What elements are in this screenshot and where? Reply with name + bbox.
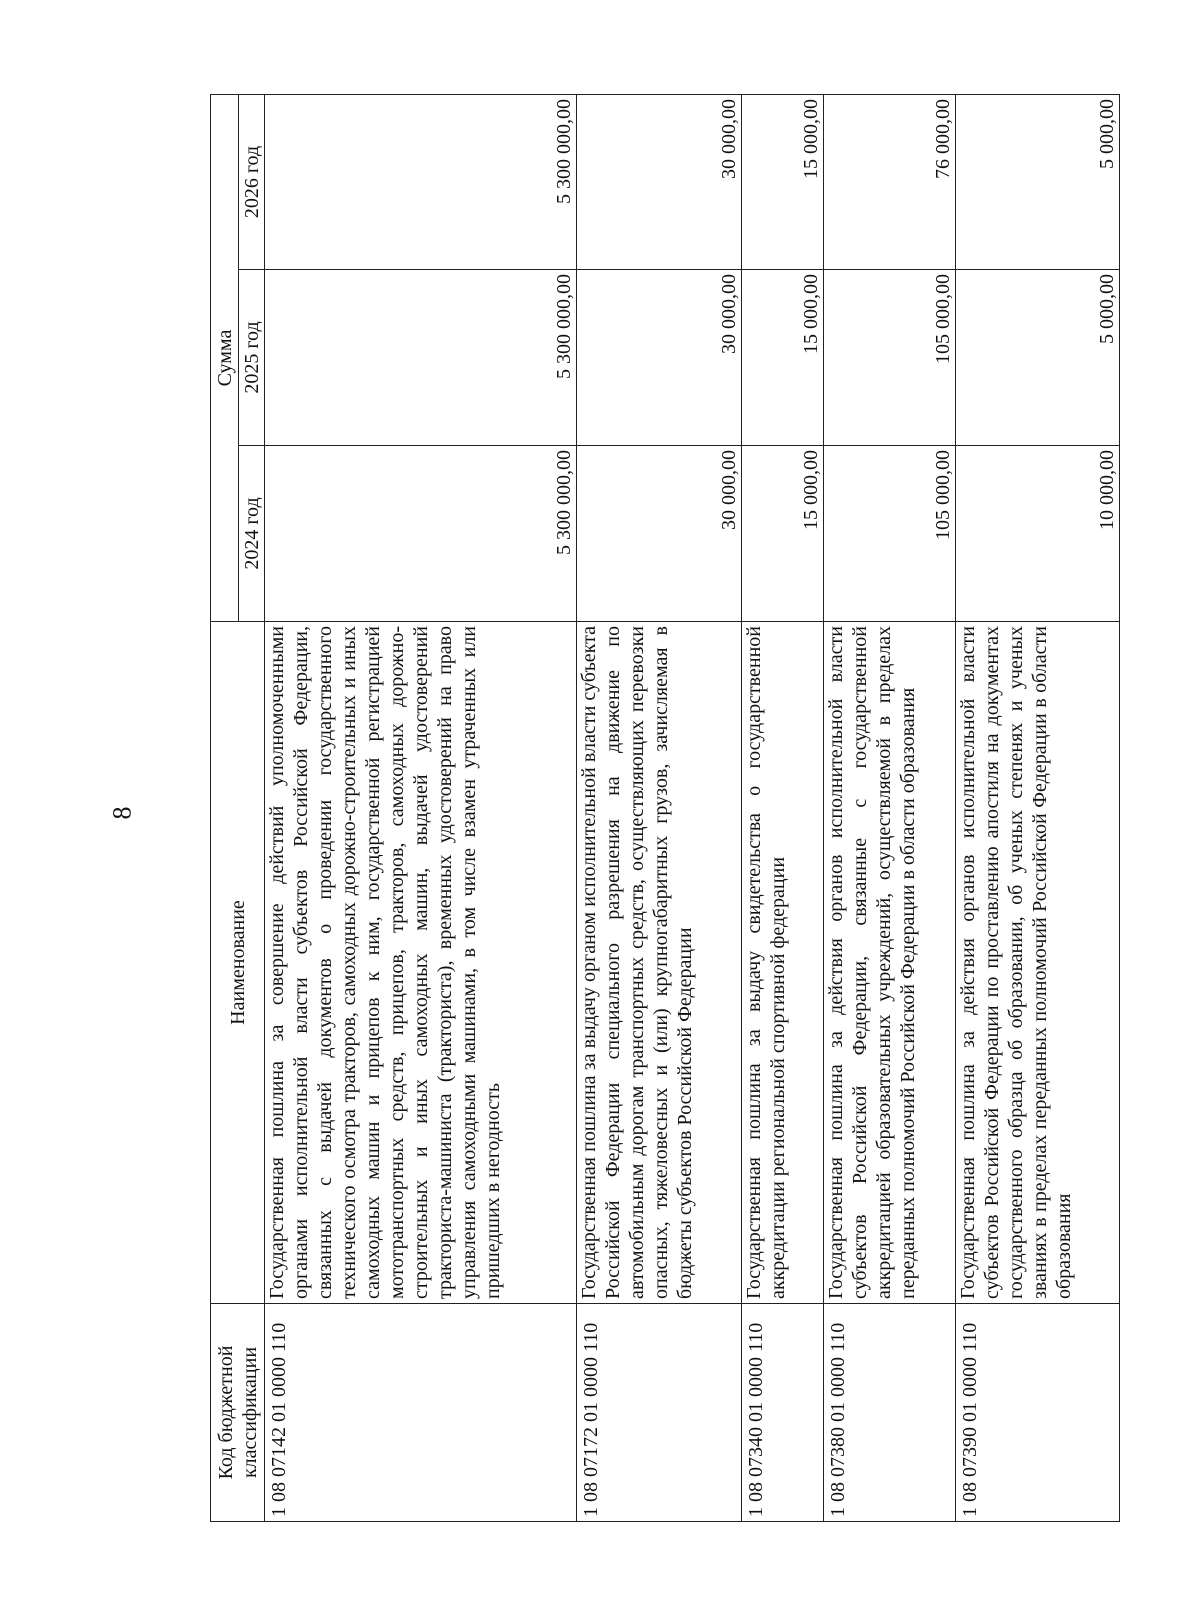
table-row xyxy=(741,94,823,1521)
amount-2026: 5 000,00 xyxy=(955,94,1119,269)
header-year-2024: 2024 год xyxy=(239,446,265,622)
amount-2024: 15 000,00 xyxy=(741,446,823,622)
item-name: Государственная пошлина за действия органов исполнительной власти субъектов Российской Федерации, связанные с государственной аккредитацией образовательных учреждений, осуществляемой в пределах переданных полномочий Российской Федерации в области образования xyxy=(823,622,955,1304)
amount-2026: 76 000,00 xyxy=(823,94,955,269)
budget-code: 1 08 07380 01 0000 110 xyxy=(823,1304,955,1522)
header-year-2026: 2026 год xyxy=(239,94,265,269)
budget-code: 1 08 07142 01 0000 110 xyxy=(265,1304,577,1522)
amount-2024: 10 000,00 xyxy=(955,446,1119,622)
item-name: Государственная пошлина за выдачу свидетельства о государственной аккредитации региональной спортивной федерации xyxy=(741,622,823,1304)
table-row xyxy=(823,94,955,1521)
amount-2025: 30 000,00 xyxy=(577,270,741,446)
header-name: Наименование xyxy=(211,622,265,1304)
header-year-2025: 2025 год xyxy=(239,270,265,446)
table-row xyxy=(955,94,1119,1521)
amount-2025: 105 000,00 xyxy=(823,270,955,446)
item-name: Государственная пошлина за выдачу органом исполнительной власти субъекта Российской Федерации специального разрешения на движение по автомобильным дорогам транспортных средств, осуществляющих перевозки опасных, тяжеловесных и (или) крупногабаритных грузов, зачисляемая в бюджеты субъектов Российской Федерации xyxy=(577,622,741,1304)
header-code: Код бюджетной классификации xyxy=(211,1304,265,1522)
amount-2025: 5 300 000,00 xyxy=(265,270,577,446)
item-name: Государственная пошлина за действия органов исполнительной власти субъектов Российской Федерации по проставлению апостиля на документах государственного образца об образовании, об ученых степенях и ученых званиях в пределах переданных полномочий Российской Федерации в области образования xyxy=(955,622,1119,1304)
header-sum: Сумма xyxy=(211,94,239,621)
amount-2025: 5 000,00 xyxy=(955,270,1119,446)
budget-code: 1 08 07390 01 0000 110 xyxy=(955,1304,1119,1522)
amount-2025: 15 000,00 xyxy=(741,270,823,446)
amount-2026: 5 300 000,00 xyxy=(265,94,577,269)
budget-code: 1 08 07172 01 0000 110 xyxy=(577,1304,741,1522)
budget-table-frame xyxy=(210,95,1120,1522)
amount-2026: 15 000,00 xyxy=(741,94,823,269)
amount-2026: 30 000,00 xyxy=(577,94,741,269)
item-name: Государственная пошлина за совершение действий уполномоченными органами исполнительной власти субъектов Российской Федерации, связанных с выдачей документов о проведении государственного технического осмотра тракторов, самоходных дорожно-строительных и иных самоходных машин и прицепов к ним, государственной регистрацией мототранспортных средств, прицепов, тракторов, самоходных дорожно-строительных и иных самоходных машин, выдачей удостоверений тракториста-машиниста (тракториста), временных удостоверений на право управления самоходными машинами, в том числе взамен утраченных или пришедших в негодность xyxy=(265,622,577,1304)
table-row xyxy=(577,94,741,1521)
budget-table xyxy=(210,94,1120,1522)
table-row xyxy=(265,94,577,1521)
amount-2024: 105 000,00 xyxy=(823,446,955,622)
amount-2024: 30 000,00 xyxy=(577,446,741,622)
amount-2024: 5 300 000,00 xyxy=(265,446,577,622)
budget-code: 1 08 07340 01 0000 110 xyxy=(741,1304,823,1522)
page-number: 8 xyxy=(107,806,137,820)
